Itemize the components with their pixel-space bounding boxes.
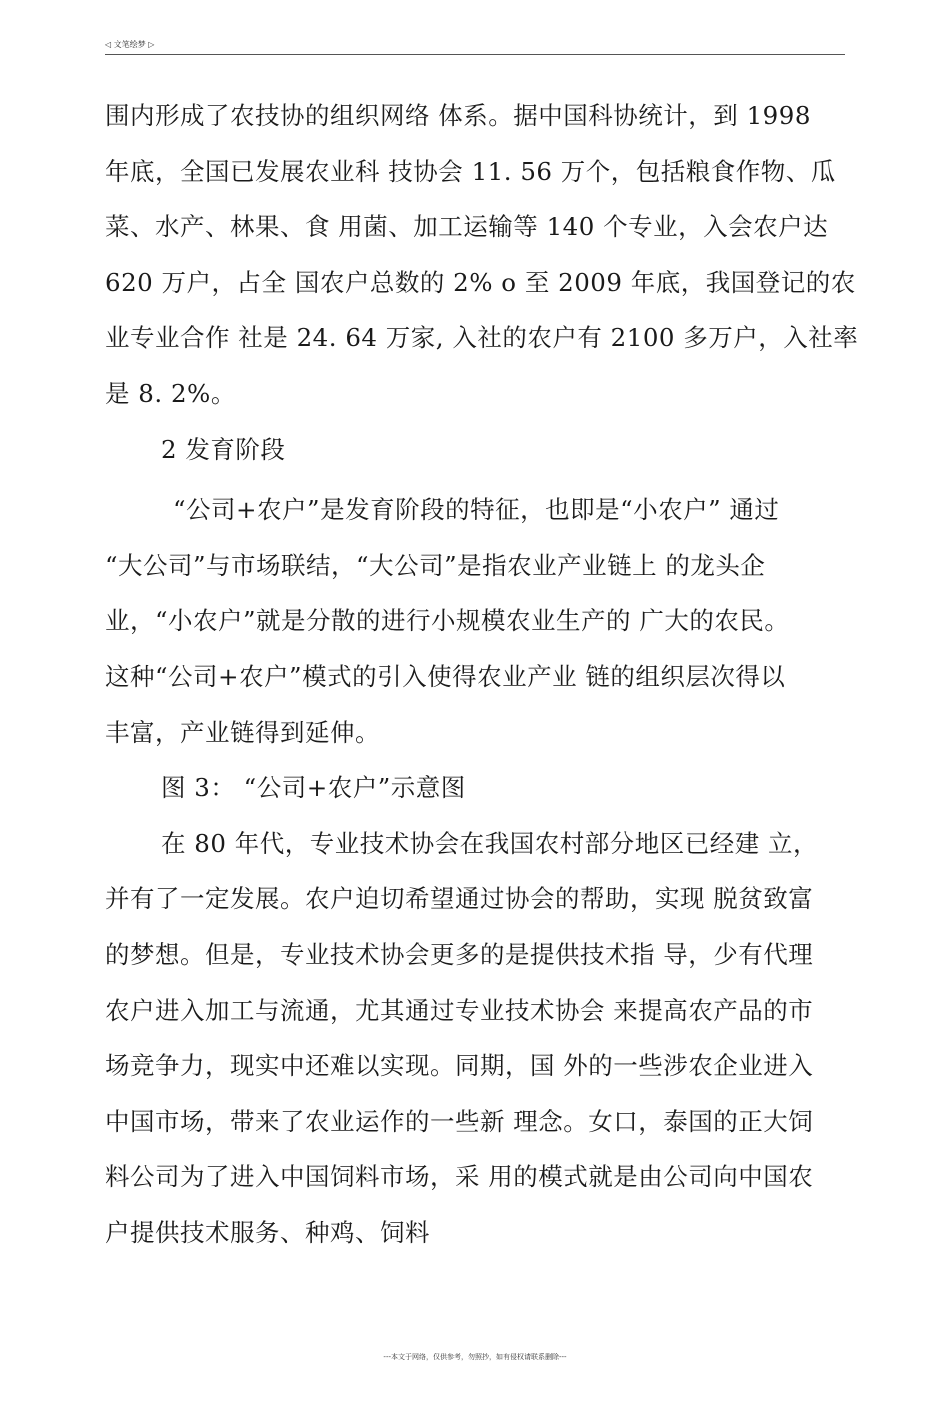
header-text: 文笔绘梦 [113,40,146,49]
text-line: 菜、水产、林果、食 用菌、加工运输等 140 个专业，入会农户达 [105,212,829,242]
document-body [105,88,859,1260]
text-line: 年底，全国已发展农业科 技协会 11. 56 万个，包括粮食作物、瓜 [105,156,836,186]
text-line: 并有了一定发展。农户迫切希望通过协会的帮助，实现 脱贫致富 [105,884,814,914]
text-line: 的梦想。但是，专业技术协会更多的是提供技术指 导，少有代理 [105,939,814,969]
text-line: 中国市场，带来了农业运作的一些新 理念。女口，泰国的正大饲 [105,1106,814,1136]
text-line: 业专业合作 社是 24. 64 万家, 入社的农户有 2100 多万户，入社率 [105,323,859,353]
text-line: 丰富，产业链得到延伸。 [105,717,380,747]
text-line: 农户进入加工与流通，尤其通过专业技术协会 来提高农产品的市 [105,995,814,1025]
text-line: 户提供技术服务、种鸡、饲料 [105,1217,430,1247]
figure-caption: 图 3： “公司+农户”示意图 [161,773,466,803]
left-triangle-icon: ◁ [105,40,112,49]
text-line: 业，“小农户”就是分散的进行小规模农业生产的 广大的农民。 [105,606,790,636]
page-header [105,38,845,55]
text-line: 是 8. 2%。 [105,378,236,408]
paragraph-2 [105,482,850,760]
page-footer: ---本文于网络，仅供参考，勿照抄，如有侵权请联系删除--- [383,1353,567,1361]
text-line: “公司+农户”是发育阶段的特征，也即是“小农户” 通过 [173,495,780,525]
paragraph-3 [105,816,850,1261]
section-heading: 2 发育阶段 [161,434,286,464]
right-triangle-icon: ▷ [148,40,155,49]
text-line: 料公司为了进入中国饲料市场，采 用的模式就是由公司向中国农 [105,1162,814,1192]
text-line: “大公司”与市场联结，“大公司”是指农业产业链上 的龙头企 [105,550,766,580]
text-line: 这种“公司+农户”模式的引入使得农业产业 链的组织层次得以 [105,661,786,691]
text-line: 620 万户，占全 国农户总数的 2% o 至 2009 年底，我国登记的农 [105,267,856,297]
text-line: 场竞争力，现实中还难以实现。同期，国 外的一些涉农企业进入 [105,1051,814,1081]
text-line: 围内形成了农技协的组织网络 体系。据中国科协统计，到 1998 [105,101,811,130]
text-line: 在 80 年代，专业技术协会在我国农村部分地区已经建 立， [161,828,819,858]
paragraph-1 [105,88,859,422]
